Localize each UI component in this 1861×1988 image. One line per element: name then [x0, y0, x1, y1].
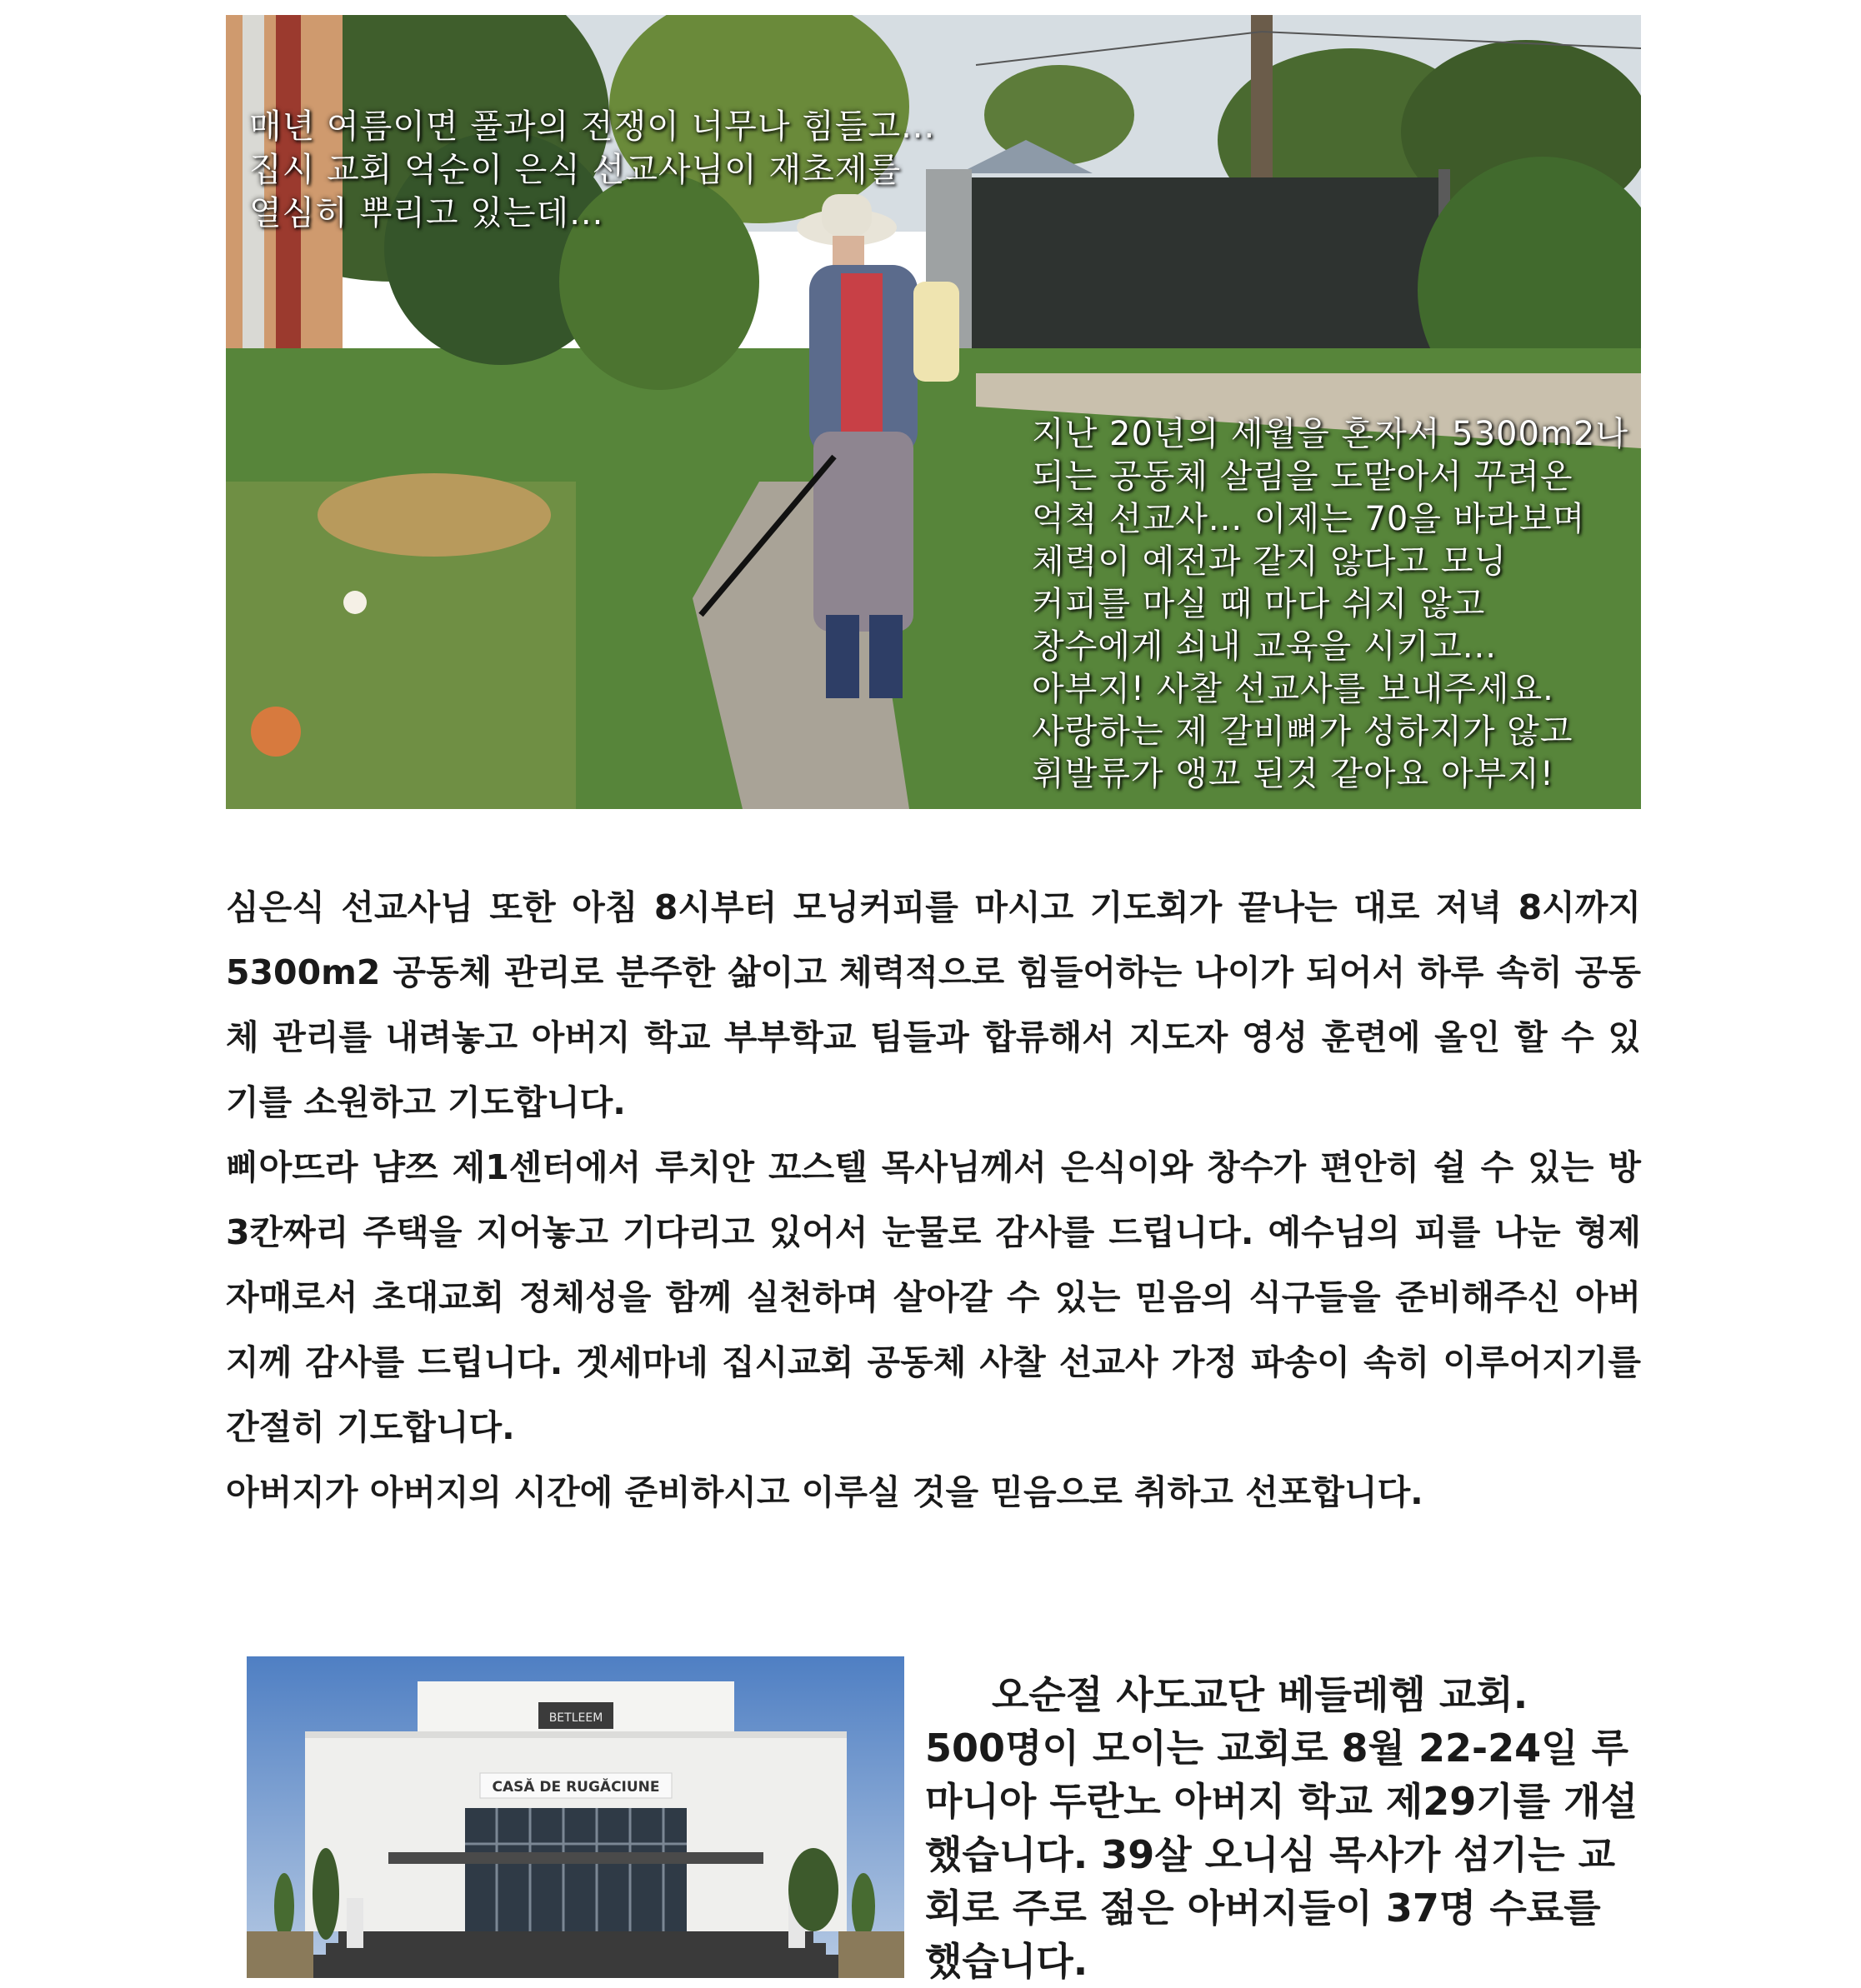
- photo-betleem-church: [247, 1656, 904, 1978]
- church-description-title: 오순절 사도교단 베들레헴 교회.: [992, 1672, 1528, 1717]
- church-description-body: 500명이 모이는 교회로 8월 22-24일 루마니아 두란노 아버지 학교 제29기를 개설했습니다. 39살 오니심 목사가 섬기는 교회로 주로 젊은 아버지들이 37명 수료를 했습니다.: [925, 1726, 1638, 1984]
- church-description: [925, 1668, 1642, 1988]
- paragraph-3: 아버지가 아버지의 시간에 준비하시고 이루실 것을 믿음으로 취하고 선포합니다.: [226, 1472, 1423, 1512]
- caption-top-left: 매년 여름이면 풀과의 전쟁이 너무나 힘들고... 집시 교회 억순이 은식 선교사님이 재초제를 열심히 뿌리고 있는데...: [249, 107, 936, 232]
- caption-right: 지난 20년의 세월을 혼자서 5300m2나 되는 공동체 살림을 도맡아서 꾸려온 억척 선교사... 이제는 70을 바라보며 체력이 예전과 같지 않다고 모닝 커피를 마실 때 마다 쉬지 않고 창수에게 쇠내 교육을 시키고... 아부지! 사찰 선교사를 보내주세요. 사랑하는 제 갈비뼈가 성하지가 않고 휘발류가 앵꼬 된것 같아요 아부지!: [1032, 415, 1629, 793]
- paragraph-1: 심은식 선교사님 또한 아침 8시부터 모닝커피를 마시고 기도회가 끝나는 대로 저녁 8시까지 5300m2 공동체 관리로 분주한 삶이고 체력적으로 힘들어하는 나이가 되어서 하루 속히 공동체 관리를 내려놓고 아버지 학교 부부학교 팀들과 합류해서 지도자 영성 훈련에 올인 할 수 있기를 소원하고 기도합니다.: [226, 887, 1641, 1122]
- photo-missionary-spraying: [226, 15, 1641, 809]
- body-text: [226, 875, 1641, 1525]
- sign-betleem: BETLEEM: [548, 1711, 603, 1725]
- sign-casa: CASĂ DE RUGĂCIUNE: [492, 1779, 660, 1796]
- paragraph-2: 삐아뜨라 냠쯔 제1센터에서 루치안 꼬스텔 목사님께서 은식이와 창수가 편안히 쉴 수 있는 방 3칸짜리 주택을 지어놓고 기다리고 있어서 눈물로 감사를 드립니다. 예수님의 피를 나눈 형제 자매로서 초대교회 정체성을 함께 실천하며 살아갈 수 있는 믿음의 식구들을 준비해주신 아버지께 감사를 드립니다. 겟세마네 집시교회 공동체 사찰 선교사 가정 파송이 속히 이루어지기를 간절히 기도합니다.: [226, 1147, 1641, 1447]
